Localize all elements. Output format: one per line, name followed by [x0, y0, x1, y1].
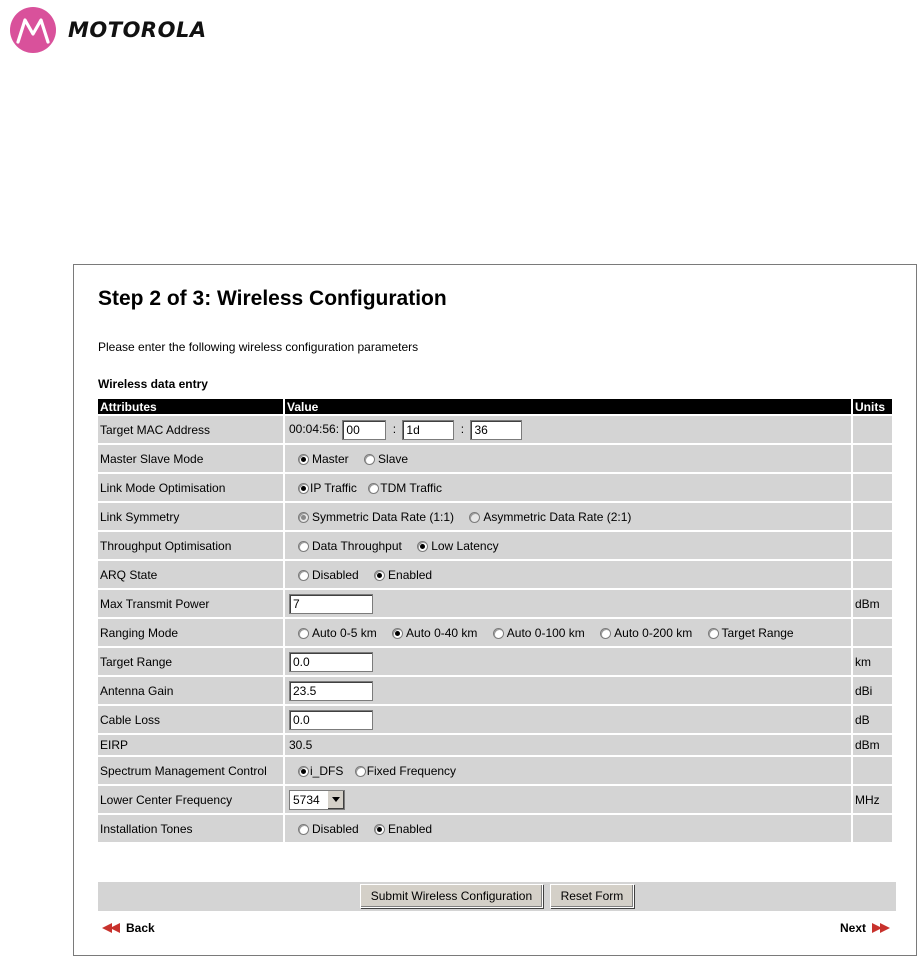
tones-disabled-label: Disabled — [312, 821, 359, 836]
page-title: Step 2 of 3: Wireless Configuration — [98, 287, 447, 310]
table-row — [98, 590, 892, 617]
ip-traffic-label: IP Traffic — [310, 480, 357, 495]
table-row — [98, 416, 892, 443]
submit-wireless-configuration-button[interactable]: Submit Wireless Configuration — [360, 884, 543, 908]
asymmetric-radio[interactable] — [469, 512, 480, 523]
units-cell — [853, 561, 892, 588]
row-label: Throughput Optimisation — [98, 532, 283, 559]
low-latency-radio[interactable] — [417, 541, 428, 552]
auto-0-200-radio[interactable] — [600, 628, 611, 639]
table-row — [98, 706, 892, 733]
spectrum-value — [285, 757, 851, 784]
units-cell: dB — [853, 706, 892, 733]
i-dfs-radio[interactable] — [298, 766, 309, 777]
max-transmit-power-input[interactable]: 7 — [289, 594, 373, 614]
next-link[interactable] — [832, 921, 890, 935]
header-attributes: Attributes — [98, 399, 283, 414]
section-title: Wireless data entry — [98, 377, 208, 391]
units-cell — [853, 815, 892, 842]
mac-octet-6-input[interactable]: 36 — [470, 420, 522, 440]
row-label: Target Range — [98, 648, 283, 675]
antenna-gain-value — [285, 677, 851, 704]
auto-0-5-label: Auto 0-5 km — [312, 625, 377, 640]
master-label: Master — [312, 451, 349, 466]
reset-form-button[interactable]: Reset Form — [550, 884, 635, 908]
target-range-radio[interactable] — [708, 628, 719, 639]
units-cell: dBm — [853, 735, 892, 755]
table-row — [98, 677, 892, 704]
form-button-bar — [98, 882, 896, 911]
table-row — [98, 619, 892, 646]
arq-disabled-radio[interactable] — [298, 570, 309, 581]
data-throughput-label: Data Throughput — [312, 538, 402, 553]
i-dfs-label: i_DFS — [310, 763, 344, 778]
units-cell — [853, 474, 892, 501]
row-label: Spectrum Management Control — [98, 757, 283, 784]
table-row — [98, 503, 892, 530]
row-label: Cable Loss — [98, 706, 283, 733]
next-label: Next — [839, 921, 866, 935]
max-power-value — [285, 590, 851, 617]
back-label: Back — [126, 921, 155, 935]
link-symmetry-value — [285, 503, 851, 530]
wireless-config-table — [96, 397, 894, 844]
antenna-gain-input[interactable]: 23.5 — [289, 681, 373, 701]
lower-center-frequency-select[interactable] — [289, 790, 345, 810]
symmetric-label: Symmetric Data Rate (1:1) — [312, 509, 455, 524]
tones-enabled-radio[interactable] — [374, 824, 385, 835]
header-units: Units — [853, 399, 892, 414]
brand-name: MOTOROLA — [68, 18, 207, 42]
installation-tones-value — [285, 815, 851, 842]
mac-value — [285, 416, 851, 443]
ranging-mode-value — [285, 619, 851, 646]
units-cell — [853, 503, 892, 530]
slave-label: Slave — [378, 451, 409, 466]
table-row — [98, 648, 892, 675]
table-row — [98, 532, 892, 559]
auto-0-200-label: Auto 0-200 km — [614, 625, 693, 640]
row-label: Target MAC Address — [98, 416, 283, 443]
tones-disabled-radio[interactable] — [298, 824, 309, 835]
units-cell — [853, 757, 892, 784]
units-cell — [853, 445, 892, 472]
tones-enabled-label: Enabled — [388, 821, 433, 836]
units-cell: km — [853, 648, 892, 675]
master-slave-value — [285, 445, 851, 472]
mac-octet-5-input[interactable]: 1d — [402, 420, 454, 440]
next-arrow-icon — [880, 923, 890, 933]
row-label: Antenna Gain — [98, 677, 283, 704]
tdm-traffic-radio[interactable] — [368, 483, 379, 494]
slave-radio[interactable] — [364, 454, 375, 465]
selected-frequency: 5734 — [293, 792, 320, 807]
lower-frequency-value — [285, 786, 851, 813]
units-cell: MHz — [853, 786, 892, 813]
throughput-value — [285, 532, 851, 559]
fixed-frequency-label: Fixed Frequency — [366, 763, 457, 778]
asymmetric-label: Asymmetric Data Rate (2:1) — [483, 509, 632, 524]
fixed-frequency-radio[interactable] — [355, 766, 366, 777]
data-throughput-radio[interactable] — [298, 541, 309, 552]
row-label: EIRP — [98, 735, 283, 755]
arq-enabled-radio[interactable] — [374, 570, 385, 581]
eirp-value: 30.5 — [285, 735, 851, 755]
mac-separator: : — [392, 421, 397, 436]
master-radio[interactable] — [298, 454, 309, 465]
arq-enabled-label: Enabled — [388, 567, 433, 582]
table-row — [98, 757, 892, 784]
auto-0-40-radio[interactable] — [392, 628, 403, 639]
auto-0-5-radio[interactable] — [298, 628, 309, 639]
units-cell — [853, 416, 892, 443]
auto-0-40-label: Auto 0-40 km — [406, 625, 478, 640]
target-range-input[interactable]: 0.0 — [289, 652, 373, 672]
units-cell: dBi — [853, 677, 892, 704]
table-row — [98, 474, 892, 501]
cable-loss-value — [285, 706, 851, 733]
units-cell — [853, 619, 892, 646]
table-row — [98, 815, 892, 842]
link-mode-value — [285, 474, 851, 501]
table-header-row — [98, 399, 892, 414]
row-label: Link Mode Optimisation — [98, 474, 283, 501]
table-row — [98, 445, 892, 472]
symmetric-radio[interactable] — [298, 512, 309, 523]
target-range-value — [285, 648, 851, 675]
back-link[interactable] — [102, 921, 163, 935]
units-cell: dBm — [853, 590, 892, 617]
back-arrow-icon — [110, 923, 120, 933]
row-label: Max Transmit Power — [98, 590, 283, 617]
header-value: Value — [285, 399, 851, 414]
units-cell — [853, 532, 892, 559]
ip-traffic-radio[interactable] — [298, 483, 309, 494]
table-row — [98, 786, 892, 813]
row-label: ARQ State — [98, 561, 283, 588]
row-label: Installation Tones — [98, 815, 283, 842]
wizard-panel — [73, 264, 917, 956]
brand-logo — [10, 7, 207, 53]
row-label: Lower Center Frequency — [98, 786, 283, 813]
tdm-traffic-label: TDM Traffic — [380, 480, 443, 495]
table-row — [98, 561, 892, 588]
cable-loss-input[interactable]: 0.0 — [289, 710, 373, 730]
chevron-down-icon[interactable] — [327, 791, 344, 809]
table-row — [98, 735, 892, 755]
mac-prefix: 00:04:56: — [289, 421, 340, 436]
intro-text: Please enter the following wireless configuration parameters — [98, 340, 419, 354]
target-range-label: Target Range — [721, 625, 794, 640]
row-label: Link Symmetry — [98, 503, 283, 530]
row-label: Ranging Mode — [98, 619, 283, 646]
row-label: Master Slave Mode — [98, 445, 283, 472]
auto-0-100-radio[interactable] — [493, 628, 504, 639]
low-latency-label: Low Latency — [431, 538, 499, 553]
mac-octet-4-input[interactable]: 00 — [342, 420, 386, 440]
motorola-batwing-icon — [10, 7, 56, 53]
arq-disabled-label: Disabled — [312, 567, 359, 582]
arq-value — [285, 561, 851, 588]
auto-0-100-label: Auto 0-100 km — [506, 625, 585, 640]
mac-separator: : — [460, 421, 465, 436]
